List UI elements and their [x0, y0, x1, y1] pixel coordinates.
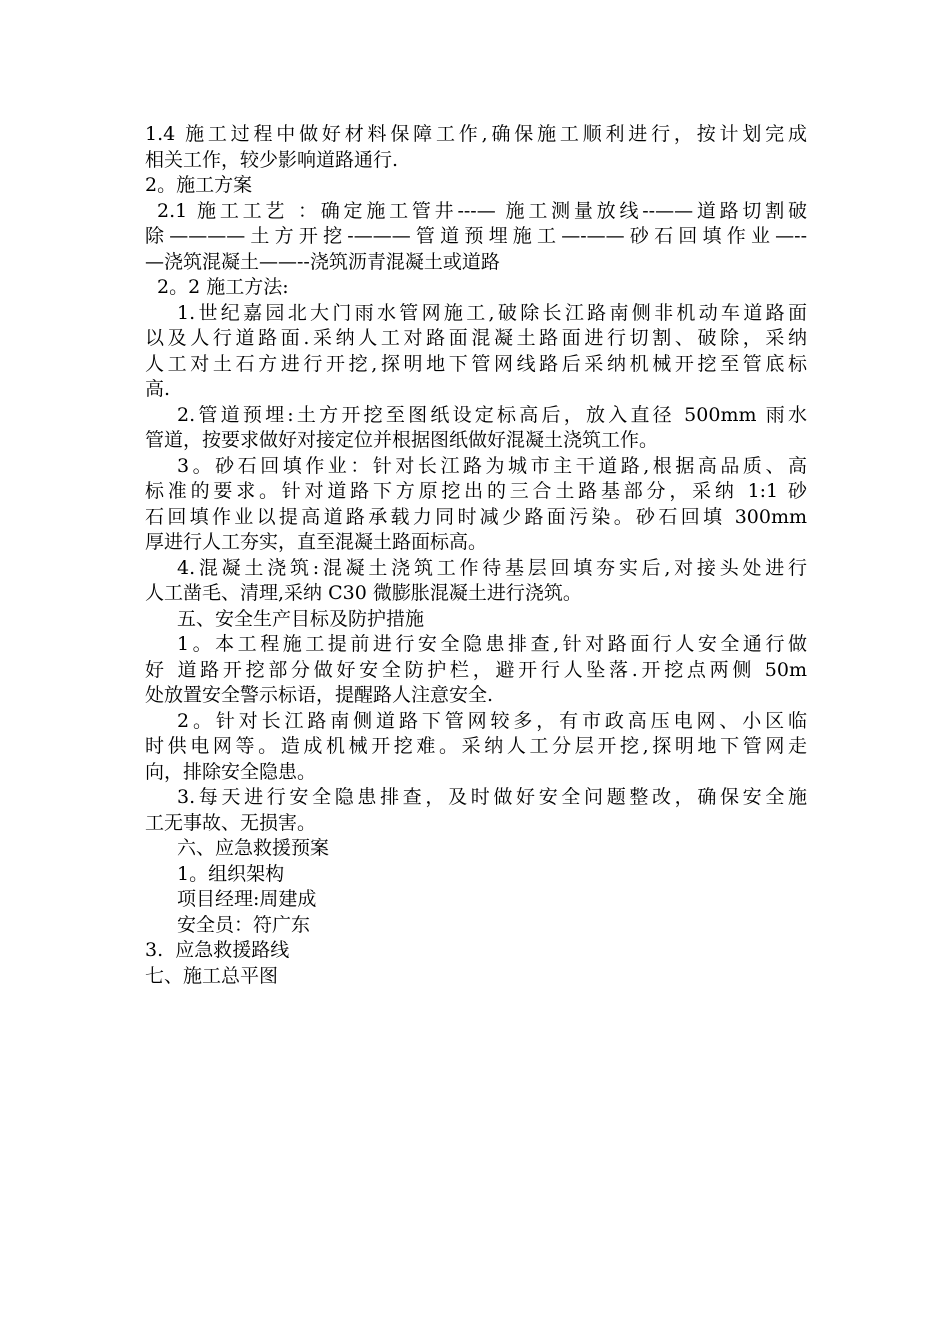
text-line: 人工对土石方进行开挖,探明地下管网线路后采纳机械开挖至管底标	[145, 352, 807, 375]
subsection-heading: 2。2 施工方法:	[157, 276, 289, 298]
text-line: 好 道路开挖部分做好安全防护栏，避开行人坠落.开挖点两侧 50m	[145, 658, 807, 681]
text-line: 3.每天进行安全隐患排查，及时做好安全问题整改，确保安全施	[177, 786, 807, 808]
section-heading: 七、施工总平图	[145, 964, 279, 987]
text-line: 标准的要求。针对道路下方原挖出的三合土路基部分，采纳 1:1 砂	[145, 480, 807, 502]
text-line: 厚进行人工夯实，直至混凝土路面标高。	[145, 531, 488, 553]
text-line: 1.世纪嘉园北大门雨水管网施工,破除长江路南侧非机动车道路面	[177, 301, 807, 324]
text-line: 相关工作，较少影响道路通行.	[145, 148, 399, 171]
section-heading: 五、安全生产目标及防护措施	[177, 607, 425, 630]
text-line: 时供电网等。造成机械开挖难。采纳人工分层开挖,探明地下管网走	[145, 735, 807, 757]
text-line: 2.1 施工工艺 ：确定施工管井---— 施工测量放线--——道路切割破	[157, 199, 807, 222]
text-line: 人工凿毛、清理,采纳 C30 微膨胀混凝土进行浇筑。	[145, 582, 582, 604]
text-line: —浇筑混凝土——--浇筑沥青混凝土或道路	[145, 250, 500, 273]
text-line: 3。砂石回填作业：针对长江路为城市主干道路,根据高品质、高	[177, 454, 807, 477]
text-line: 2.管道预埋:土方开挖至图纸设定标高后，放入直径 500mm 雨水	[177, 403, 807, 426]
text-line: 项目经理:周建成	[177, 888, 317, 910]
document-page	[145, 122, 807, 989]
text-line: 1。组织架构	[177, 862, 285, 885]
text-line: 工无事故、无损害。	[145, 811, 317, 834]
text-line: 石回填作业以提高道路承载力同时减少路面污染。砂石回填 300mm	[145, 505, 807, 528]
text-line: 处放置安全警示标语，提醒路人注意安全.	[145, 684, 494, 706]
text-line: 高.	[145, 378, 171, 400]
text-line: 向，排除安全隐患。	[145, 760, 317, 783]
text-line: 2。针对长江路南侧道路下管网较多，有市政高压电网、小区临	[177, 709, 807, 732]
text-line: 4.混凝土浇筑:混凝土浇筑工作待基层回填夯实后,对接头处进行	[177, 556, 807, 579]
text-line: 3. 应急救援路线	[145, 939, 290, 961]
text-line: 安全员：符广东	[177, 913, 311, 936]
text-line: 除————土方开挖-———管道预埋施工—-——砂石回填作业—--	[145, 225, 807, 247]
text-line: 1。本工程施工提前进行安全隐患排查,针对路面行人安全通行做	[177, 633, 807, 655]
section-heading: 2。施工方案	[145, 174, 253, 196]
text-line: 以及人行道路面.采纳人工对路面混凝土路面进行切割、破除，采纳	[145, 327, 807, 349]
text-line: 管道，按要求做好对接定位并根据图纸做好混凝土浇筑工作。	[145, 429, 659, 451]
text-line: 1.4 施工过程中做好材料保障工作,确保施工顺利进行，按计划完成	[145, 123, 807, 145]
section-heading: 六、应急救援预案	[177, 837, 330, 859]
